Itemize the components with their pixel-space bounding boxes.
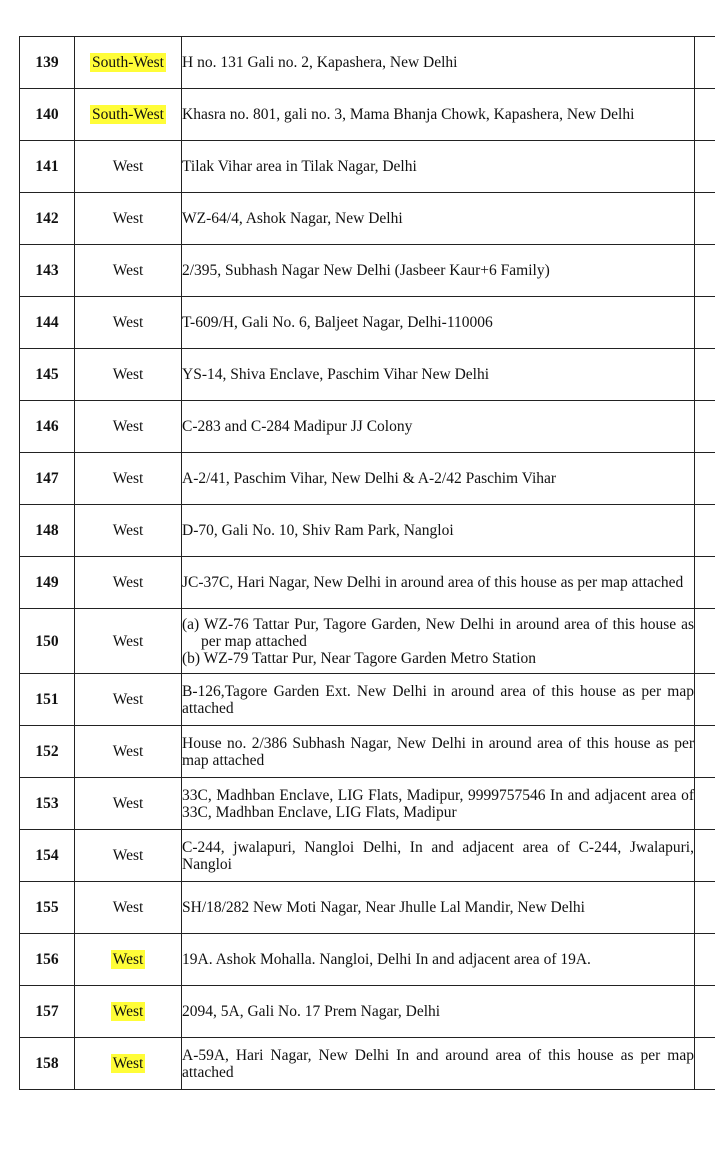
cropped-column-cell [695, 830, 715, 882]
address-text: B-126,Tagore Garden Ext. New Delhi in around area of this house as per map attached [182, 682, 694, 717]
table-body [20, 37, 715, 1090]
district-label: West [112, 632, 144, 650]
district-cell [75, 778, 182, 830]
address-text: Khasra no. 801, gali no. 3, Mama Bhanja Chowk, Kapashera, New Delhi [182, 106, 635, 123]
address-text: 2094, 5A, Gali No. 17 Prem Nagar, Delhi [182, 1003, 441, 1020]
table-row [20, 674, 715, 726]
table-row [20, 830, 715, 882]
address-text: D-70, Gali No. 10, Shiv Ram Park, Nangloi [182, 522, 454, 539]
district-cell [75, 934, 182, 986]
district-label: South-West [92, 106, 164, 123]
serial-number-cell: 153 [20, 778, 75, 830]
address-text: YS-14, Shiva Enclave, Paschim Vihar New Delhi [182, 366, 490, 383]
district-cell [75, 89, 182, 141]
cropped-column-cell [695, 141, 715, 193]
cropped-column-cell [695, 89, 715, 141]
table-row [20, 297, 715, 349]
district-label: West [112, 418, 144, 435]
serial-number-cell: 142 [20, 193, 75, 245]
district-label: West [112, 691, 144, 708]
containment-area-cell [182, 401, 695, 453]
serial-number-cell: 154 [20, 830, 75, 882]
containment-area-cell [182, 934, 695, 986]
serial-number-cell: 141 [20, 141, 75, 193]
containment-area-cell [182, 193, 695, 245]
serial-number-cell: 146 [20, 401, 75, 453]
address-text: 2/395, Subhash Nagar New Delhi (Jasbeer Kaur+6 Family) [182, 262, 550, 279]
district-cell [75, 674, 182, 726]
district-cell [75, 401, 182, 453]
table-row [20, 882, 715, 934]
containment-area-cell [182, 778, 695, 830]
district-cell [75, 1038, 182, 1090]
district-cell [75, 830, 182, 882]
table-row [20, 778, 715, 830]
district-cell [75, 193, 182, 245]
address-text: C-283 and C-284 Madipur JJ Colony [182, 418, 413, 435]
containment-area-cell [182, 245, 695, 297]
cropped-column-cell [695, 726, 715, 778]
serial-number-cell: 148 [20, 505, 75, 557]
district-cell [75, 453, 182, 505]
district-label: West [112, 522, 144, 539]
table-row [20, 193, 715, 245]
district-cell [75, 297, 182, 349]
cropped-column-cell [695, 882, 715, 934]
district-cell [75, 557, 182, 609]
cropped-column-cell [695, 297, 715, 349]
district-label: West [112, 158, 144, 175]
district-cell [75, 882, 182, 934]
address-text: (a) WZ-76 Tattar Pur, Tagore Garden, New Delhi in around area of this house as per map attached [182, 615, 694, 650]
containment-area-cell [182, 89, 695, 141]
containment-area-cell [182, 297, 695, 349]
table-row [20, 245, 715, 297]
address-text: 19A. Ashok Mohalla. Nangloi, Delhi In and adjacent area of 19A. [182, 951, 591, 968]
address-text: House no. 2/386 Subhash Nagar, New Delhi in around area of this house as per map attached [182, 734, 694, 769]
containment-area-cell [182, 505, 695, 557]
cropped-column-cell [695, 986, 715, 1038]
cropped-column-cell [695, 674, 715, 726]
district-label: West [112, 1003, 144, 1020]
district-cell [75, 609, 182, 674]
district-cell [75, 505, 182, 557]
serial-number-cell: 152 [20, 726, 75, 778]
containment-zone-table [19, 36, 715, 1090]
district-label: West [112, 314, 144, 331]
cropped-column-cell [695, 453, 715, 505]
containment-area-cell [182, 986, 695, 1038]
serial-number-cell: 155 [20, 882, 75, 934]
serial-number-cell: 149 [20, 557, 75, 609]
cropped-column-cell [695, 1038, 715, 1090]
cropped-column-cell [695, 557, 715, 609]
cropped-column-cell [695, 37, 715, 89]
district-cell [75, 245, 182, 297]
serial-number-cell: 139 [20, 37, 75, 89]
address-text: Tilak Vihar area in Tilak Nagar, Delhi [182, 158, 417, 175]
district-label: West [112, 262, 144, 279]
district-label: West [112, 366, 144, 383]
address-text: (b) WZ-79 Tattar Pur, Near Tagore Garden Metro Station [182, 649, 537, 667]
containment-area-cell [182, 453, 695, 505]
table-row [20, 726, 715, 778]
district-label: West [112, 847, 144, 864]
table-row [20, 453, 715, 505]
containment-area-cell [182, 37, 695, 89]
address-text: C-244, jwalapuri, Nangloi Delhi, In and adjacent area of C-244, Jwalapuri, Nangloi [182, 838, 694, 873]
district-cell [75, 37, 182, 89]
address-text: WZ-64/4, Ashok Nagar, New Delhi [182, 210, 403, 227]
address-text: T-609/H, Gali No. 6, Baljeet Nagar, Delhi-110006 [182, 314, 493, 331]
address-text: A-59A, Hari Nagar, New Delhi In and around area of this house as per map attached [182, 1046, 694, 1081]
table-row [20, 609, 715, 674]
table-row [20, 89, 715, 141]
containment-area-cell [182, 1038, 695, 1090]
serial-number-cell: 151 [20, 674, 75, 726]
serial-number-cell: 143 [20, 245, 75, 297]
cropped-column-cell [695, 401, 715, 453]
serial-number-cell: 158 [20, 1038, 75, 1090]
containment-area-cell [182, 830, 695, 882]
address-text: SH/18/282 New Moti Nagar, Near Jhulle Lal Mandir, New Delhi [182, 899, 585, 916]
containment-area-cell [182, 882, 695, 934]
district-label: West [112, 743, 144, 760]
containment-area-cell [182, 609, 695, 674]
district-label: West [112, 951, 144, 968]
cropped-column-cell [695, 934, 715, 986]
address-text: A-2/41, Paschim Vihar, New Delhi & A-2/42 Paschim Vihar [182, 470, 557, 487]
district-cell [75, 726, 182, 778]
table-row [20, 37, 715, 89]
containment-area-cell [182, 674, 695, 726]
address-text: H no. 131 Gali no. 2, Kapashera, New Delhi [182, 54, 458, 71]
table-row [20, 557, 715, 609]
district-label: West [112, 899, 144, 916]
cropped-column-cell [695, 609, 715, 674]
table-row [20, 349, 715, 401]
address-text: 33C, Madhban Enclave, LIG Flats, Madipur, 9999757546 In and adjacent area of 33C, Madhban Enclave, LIG Flats, Madipur [182, 786, 694, 821]
containment-area-cell [182, 557, 695, 609]
serial-number-cell: 145 [20, 349, 75, 401]
containment-area-cell [182, 141, 695, 193]
cropped-column-cell [695, 505, 715, 557]
district-cell [75, 141, 182, 193]
cropped-column-cell [695, 778, 715, 830]
serial-number-cell: 157 [20, 986, 75, 1038]
cropped-column-cell [695, 193, 715, 245]
district-label: West [112, 1055, 144, 1072]
district-label: West [112, 210, 144, 227]
table-row [20, 141, 715, 193]
serial-number-cell: 147 [20, 453, 75, 505]
district-label: South-West [92, 54, 164, 71]
table-row [20, 401, 715, 453]
district-label: West [112, 795, 144, 812]
table-row [20, 934, 715, 986]
table-row [20, 505, 715, 557]
address-text: JC-37C, Hari Nagar, New Delhi in around area of this house as per map attached [182, 574, 684, 591]
serial-number-cell: 144 [20, 297, 75, 349]
containment-area-cell [182, 349, 695, 401]
district-label: West [112, 470, 144, 487]
serial-number-cell: 150 [20, 609, 75, 674]
serial-number-cell: 156 [20, 934, 75, 986]
table-row [20, 1038, 715, 1090]
cropped-column-cell [695, 349, 715, 401]
cropped-column-cell [695, 245, 715, 297]
district-cell [75, 986, 182, 1038]
district-label: West [112, 574, 144, 591]
district-cell [75, 349, 182, 401]
serial-number-cell: 140 [20, 89, 75, 141]
table-row [20, 986, 715, 1038]
containment-area-cell [182, 726, 695, 778]
